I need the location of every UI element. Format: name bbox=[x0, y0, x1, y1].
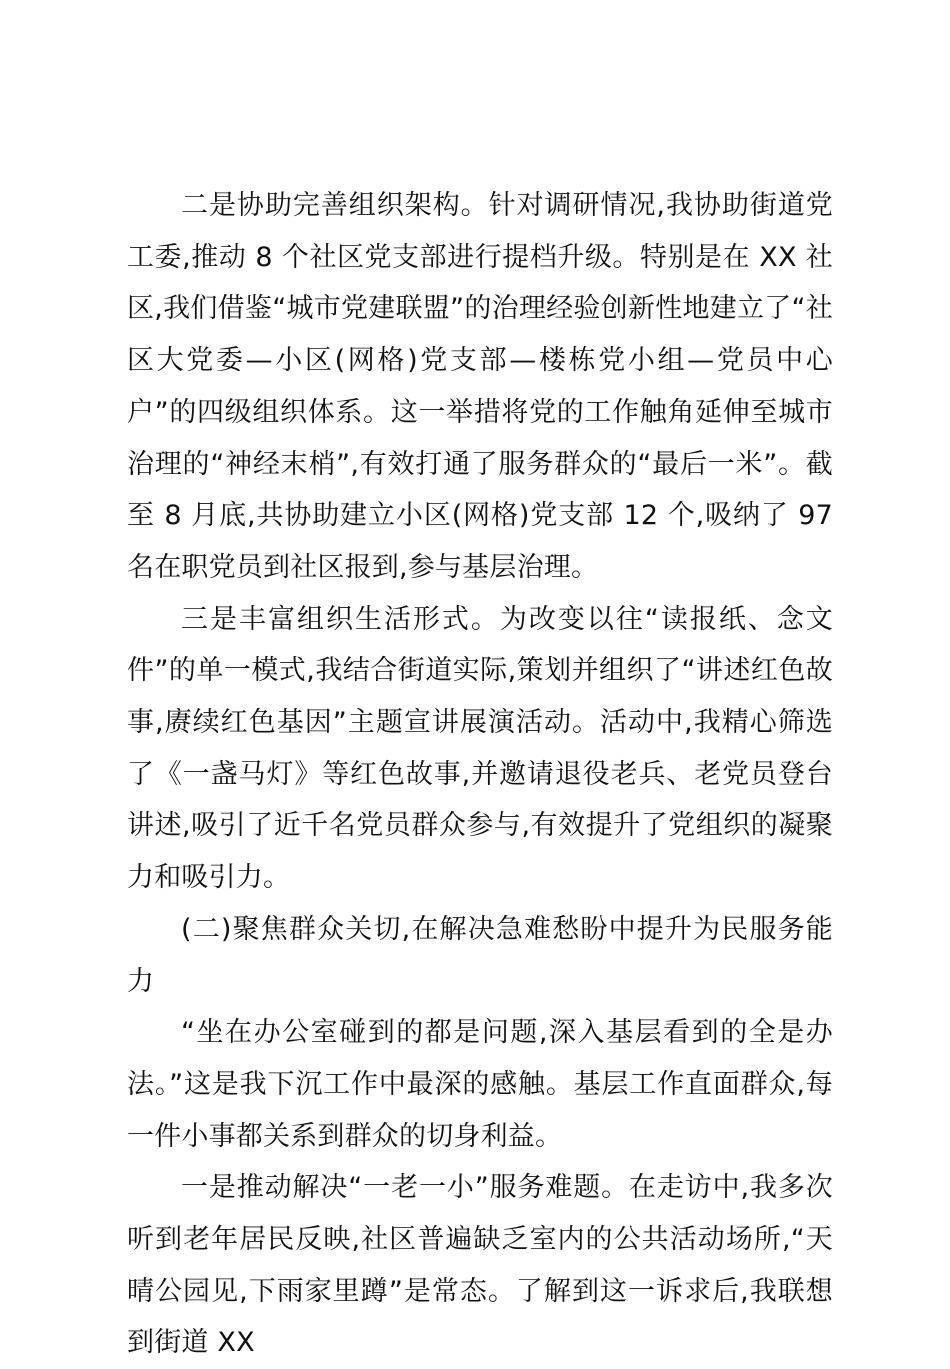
paragraph-organization-structure: 二是协助完善组织架构。针对调研情况,我协助街道党工委,推动 8 个社区党支部进行提档升级。特别是在 XX 社区,我们借鉴“城市党建联盟”的治理经验创新性地建立了“社区大党委—小区(网格)党支部—楼栋党小组—党员中心户”的四级组织体系。这一举措将党的工作触角延伸至城市治理的“神经末梢”,有效打通了服务群众的“最后一米”。截至 8 月底,共协助建立小区(网格)党支部 12 个,吸纳了 97 名在职党员到社区报到,参与基层治理。 bbox=[127, 190, 833, 583]
paragraph-elderly-children: 一是推动解决“一老一小”服务难题。在走访中,我多次听到老年居民反映,社区普遍缺乏室内的公共活动场所,“天晴公园见,下雨家里蹲”是常态。了解到这一诉求后,我联想到街道 XX bbox=[127, 1172, 833, 1359]
paragraph-quote: “坐在办公室碰到的都是问题,深入基层看到的全是办法。”这是我下沉工作中最深的感触。基层工作直面群众,每一件小事都关系到群众的切身利益。 bbox=[127, 1017, 833, 1152]
section-heading: (二)聚焦群众关切,在解决急难愁盼中提升为民服务能力 bbox=[127, 913, 833, 997]
document-body bbox=[127, 180, 833, 1369]
paragraph-organization-life: 三是丰富组织生活形式。为改变以往“读报纸、念文件”的单一模式,我结合街道实际,策划并组织了“讲述红色故事,赓续红色基因”主题宣讲展演活动。活动中,我精心筛选了《一盏马灯》等红色故事,并邀请退役老兵、老党员登台讲述,吸引了近千名党员群众参与,有效提升了党组织的凝聚力和吸引力。 bbox=[127, 603, 833, 894]
